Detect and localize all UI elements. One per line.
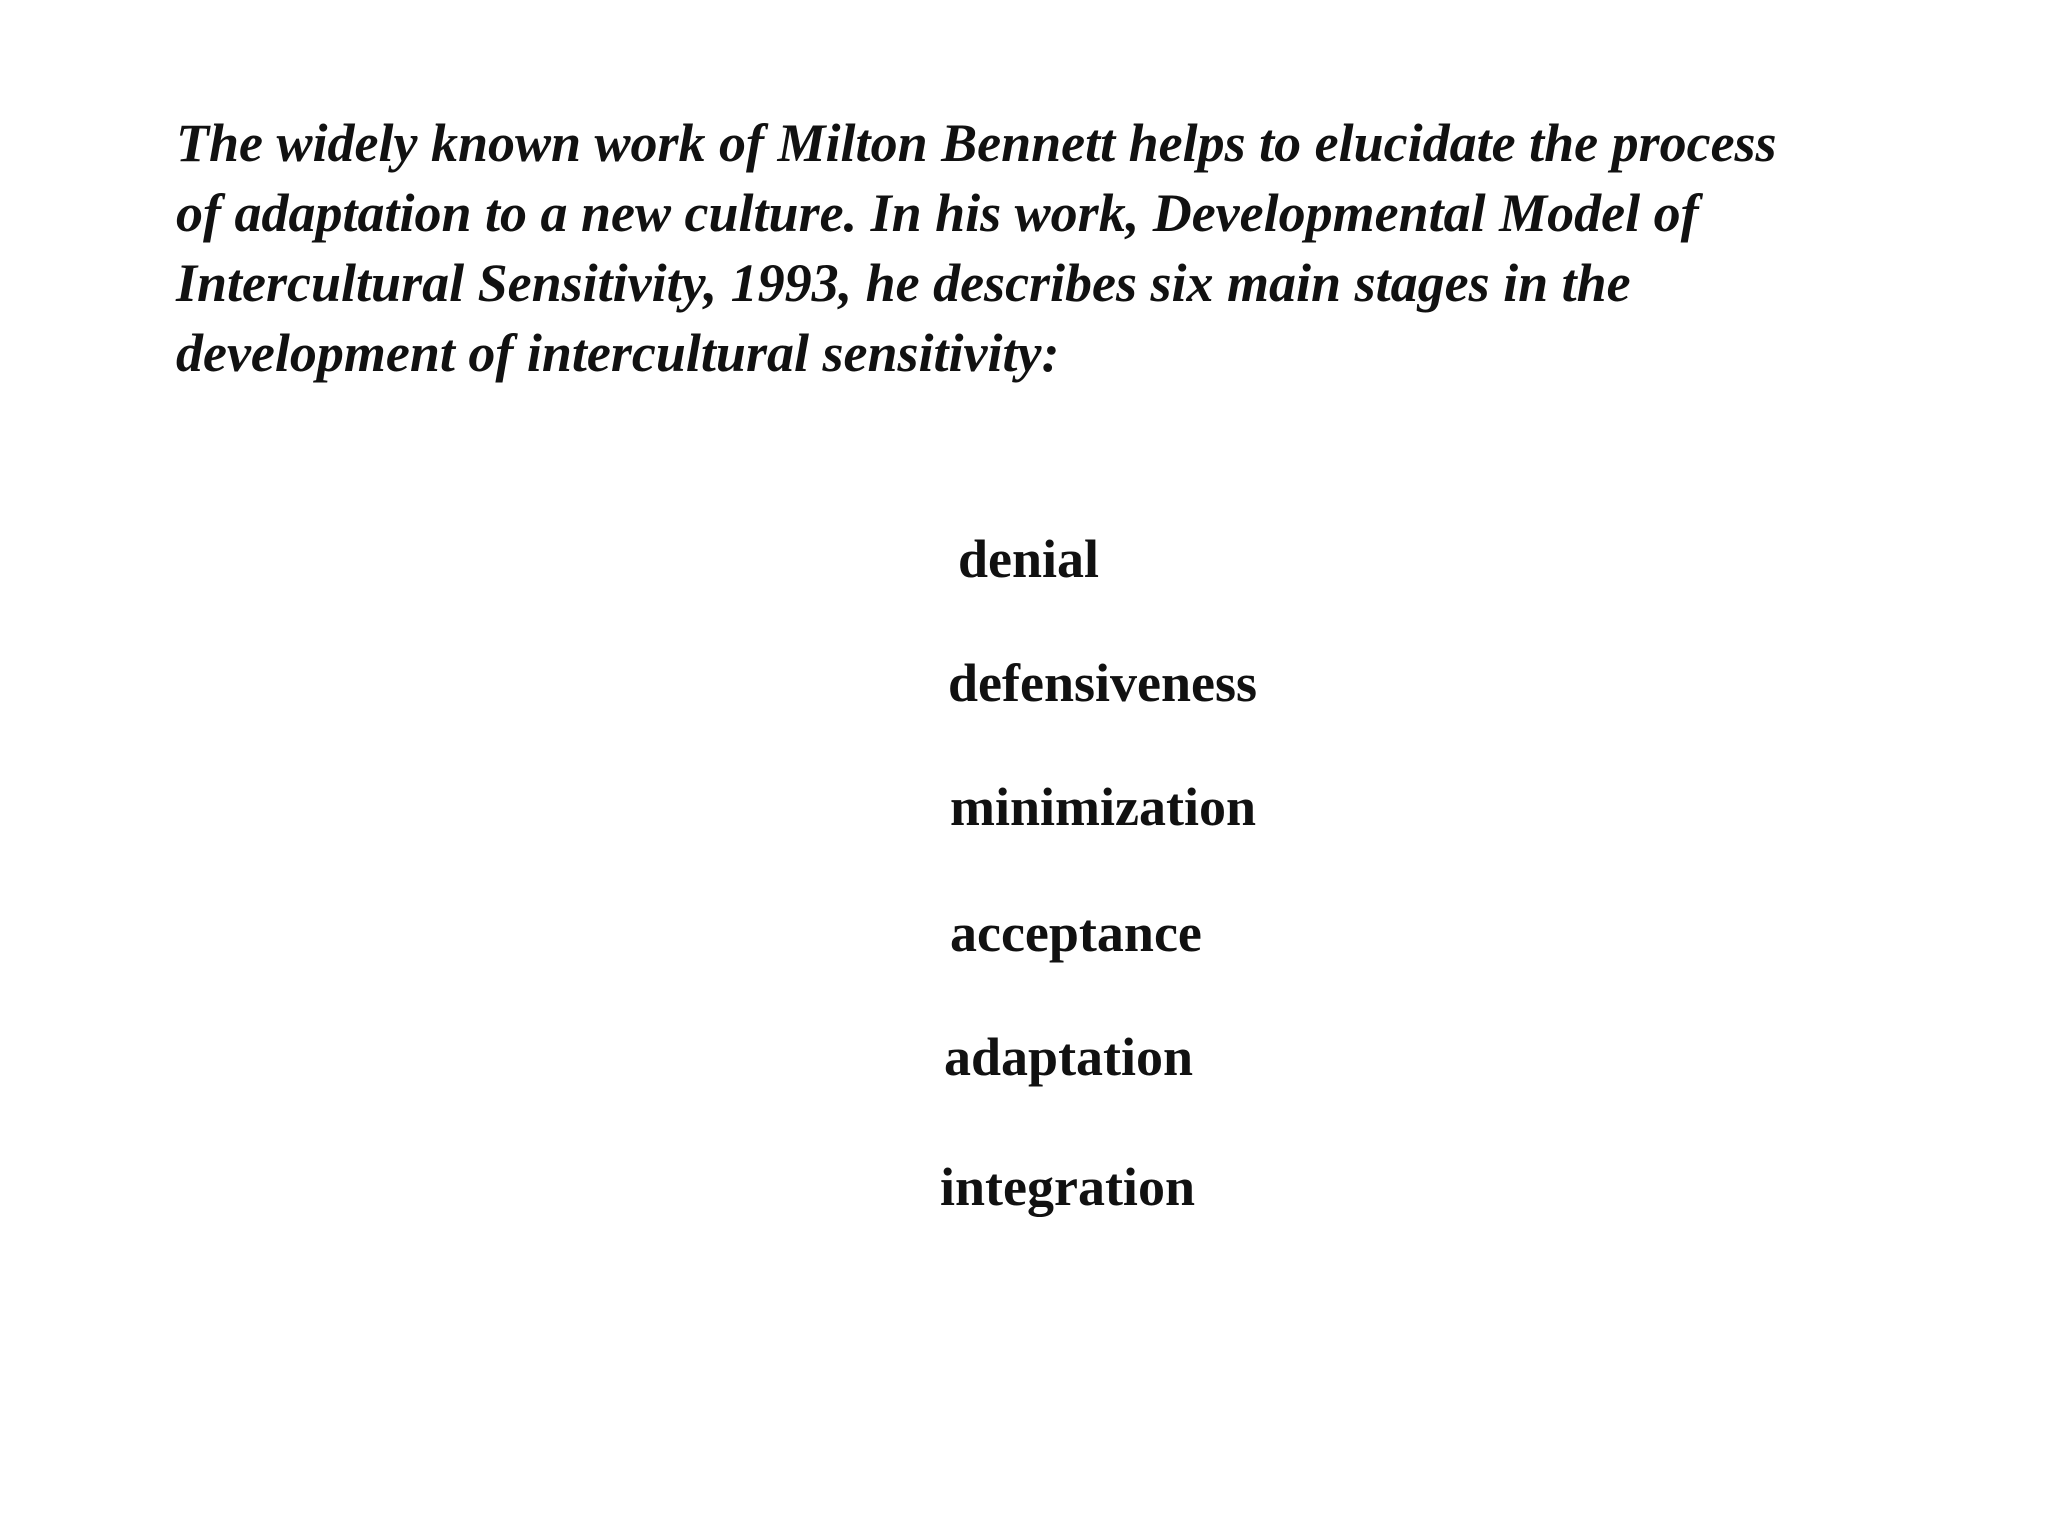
stage-integration: integration [940, 1157, 1195, 1217]
stage-acceptance: acceptance [950, 903, 1202, 963]
stage-denial: denial [958, 529, 1100, 589]
stage-minimization: minimization [950, 777, 1256, 837]
intro-line-2: of adaptation to a new culture. In his work, Developmental Model of [176, 183, 1699, 243]
stage-defensiveness: defensiveness [948, 653, 1257, 713]
intro-line-4: development of intercultural sensitivity: [176, 323, 1060, 383]
intro-paragraph [176, 108, 1916, 388]
intro-line-1: The widely known work of Milton Bennett helps to elucidate the process [176, 113, 1777, 173]
stage-adaptation: adaptation [944, 1027, 1194, 1087]
intro-line-3: Intercultural Sensitivity, 1993, he describes six main stages in the [176, 253, 1631, 313]
